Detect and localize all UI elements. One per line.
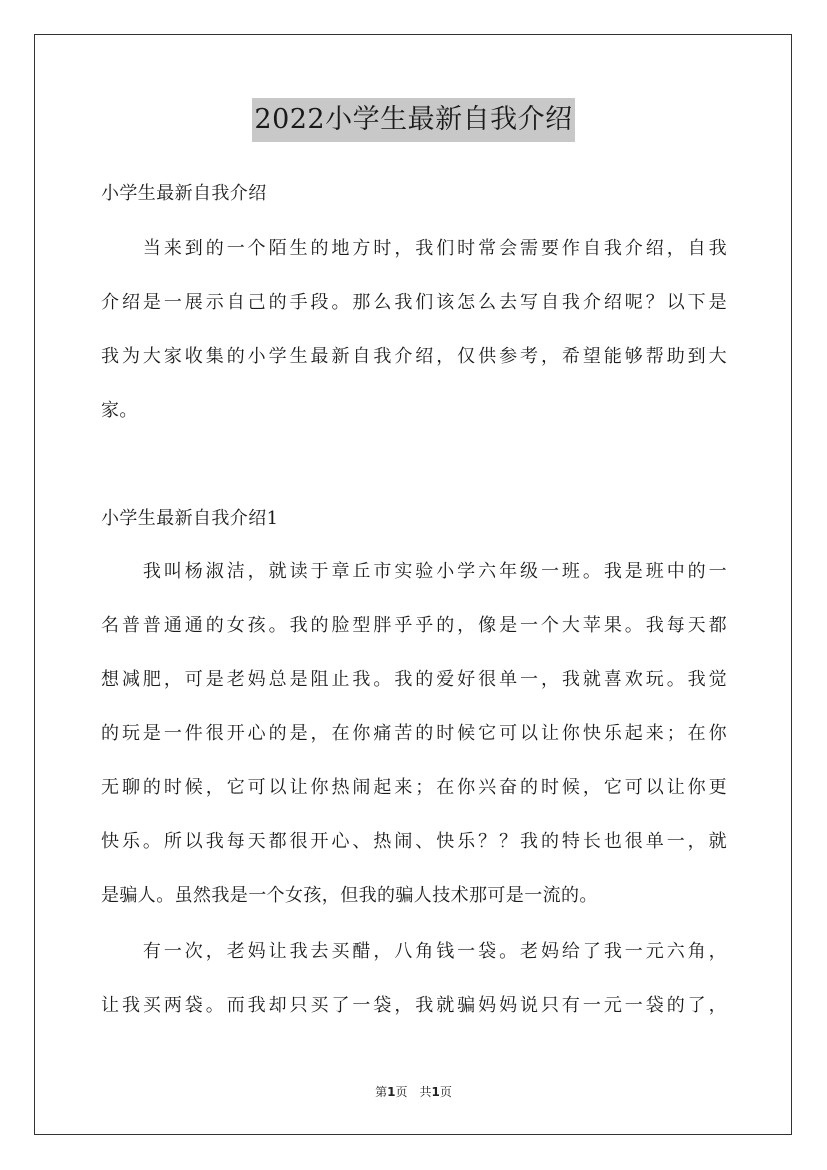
paragraph-line: 想减肥，可是老妈总是阻止我。我的爱好很单一，我就喜欢玩。我觉 <box>101 669 727 690</box>
paragraph-line: 无聊的时候，它可以让你热闹起来；在你兴奋的时候，它可以让你更 <box>101 777 727 798</box>
footer-page-suffix: 页 共 <box>395 1085 432 1099</box>
paragraph-line: 我叫杨淑洁，就读于章丘市实验小学六年级一班。我是班中的一 <box>101 561 727 582</box>
footer-total-pages: 1 <box>431 1085 440 1099</box>
paragraph-line: 有一次，老妈让我去买醋，八角钱一袋。老妈给了我一元六角， <box>101 941 727 962</box>
intro-line: 我为大家收集的小学生最新自我介绍，仅供参考，希望能够帮助到大 <box>101 346 727 367</box>
section-heading: 小学生最新自我介绍1 <box>101 508 279 529</box>
document-title: 2022小学生最新自我介绍 <box>252 98 574 142</box>
footer-total-suffix: 页 <box>439 1085 452 1099</box>
intro-line: 家。 <box>101 400 138 421</box>
paragraph-line: 快乐。所以我每天都很开心、热闹、快乐？？我的特长也很单一，就 <box>101 831 727 852</box>
intro-line: 当来到的一个陌生的地方时，我们时常会需要作自我介绍，自我 <box>101 238 727 259</box>
paragraph-line: 名普普通通的女孩。我的脸型胖乎乎的，像是一个大苹果。我每天都 <box>101 615 727 636</box>
footer-page-number: 1 <box>387 1085 396 1099</box>
paragraph-line: 的玩是一件很开心的是，在你痛苦的时候它可以让你快乐起来；在你 <box>101 723 727 744</box>
intro-line: 介绍是一展示自己的手段。那么我们该怎么去写自我介绍呢？以下是 <box>101 292 727 313</box>
paragraph-line: 让我买两袋。而我却只买了一袋，我就骗妈妈说只有一元一袋的了， <box>101 995 727 1016</box>
title-container <box>0 98 827 142</box>
paragraph-line: 是骗人。虽然我是一个女孩，但我的骗人技术那可是一流的。 <box>101 885 598 906</box>
page-footer <box>0 1083 827 1100</box>
footer-page-prefix: 第 <box>375 1085 388 1099</box>
document-subtitle: 小学生最新自我介绍 <box>101 183 267 204</box>
